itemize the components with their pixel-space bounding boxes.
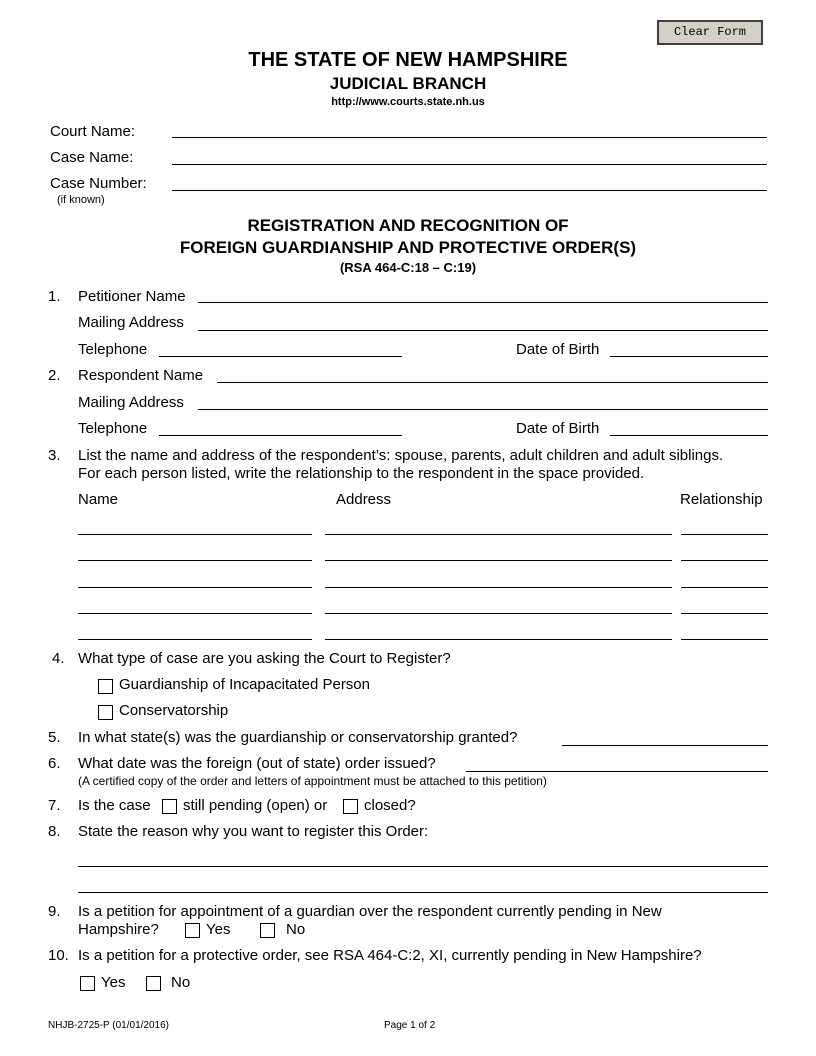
pending-checkbox[interactable] (162, 799, 177, 814)
respondent-phone-label: Telephone (78, 420, 148, 437)
q3-number: 3. (48, 447, 61, 464)
order-date-field[interactable] (466, 771, 768, 772)
petitioner-name-field[interactable] (198, 302, 768, 303)
petitioner-address-label: Mailing Address (78, 314, 184, 331)
q4-number: 4. (52, 650, 65, 667)
form-id: NHJB-2725-P (01/01/2016) (48, 1020, 169, 1031)
clear-form-button[interactable]: Clear Form (657, 20, 763, 45)
relatives-col-address: Address (336, 491, 392, 508)
petitioner-name-label: Petitioner Name (78, 288, 186, 305)
q8-number: 8. (48, 823, 61, 840)
page-number: Page 1 of 2 (384, 1020, 436, 1031)
q10-text: Is a petition for a protective order, see RSA 464-C:2, XI, currently pending in New Hampshire? (78, 947, 702, 964)
q7-text-post: closed? (364, 797, 416, 814)
conservatorship-label: Conservatorship (119, 702, 229, 719)
court-name-label: Court Name: (50, 123, 136, 140)
case-number-label: Case Number: (50, 175, 147, 192)
q5-text: In what state(s) was the guardianship or conservatorship granted? (78, 729, 518, 746)
form-statute: (RSA 464-C:18 – C:19) (339, 260, 477, 275)
case-number-field[interactable] (172, 190, 767, 191)
relatives-col-name: Name (78, 491, 119, 508)
relative-relationship-field[interactable] (681, 639, 768, 640)
q9-text-line1: Is a petition for appointment of a guardian over the respondent currently pending in New (78, 903, 662, 920)
respondent-address-label: Mailing Address (78, 394, 184, 411)
relative-address-field[interactable] (325, 587, 672, 588)
reason-line-1[interactable] (78, 866, 768, 867)
q10-yes-checkbox[interactable] (80, 976, 95, 991)
petitioner-dob-label: Date of Birth (516, 341, 600, 358)
respondent-name-label: Respondent Name (78, 367, 204, 384)
branch-heading: JUDICIAL BRANCH (329, 74, 487, 93)
guardianship-label: Guardianship of Incapacitated Person (119, 676, 370, 693)
q7-text-mid: still pending (open) or (183, 797, 328, 814)
q6-note: (A certified copy of the order and letters of appointment must be attached to this petition) (78, 774, 547, 788)
petitioner-phone-field[interactable] (159, 356, 402, 357)
q10-no-checkbox[interactable] (146, 976, 161, 991)
q3-text-line2: For each person listed, write the relationship to the respondent in the space provided. (78, 465, 645, 482)
respondent-dob-label: Date of Birth (516, 420, 600, 437)
case-number-note: (if known) (57, 194, 105, 206)
relative-relationship-field[interactable] (681, 560, 768, 561)
q6-text: What date was the foreign (out of state) order issued? (78, 755, 436, 772)
relative-relationship-field[interactable] (681, 587, 768, 588)
petitioner-address-field[interactable] (198, 330, 768, 331)
conservatorship-checkbox[interactable] (98, 705, 113, 720)
q1-number: 1. (48, 288, 61, 305)
state-heading: THE STATE OF NEW HAMPSHIRE (248, 49, 568, 71)
q9-yes-checkbox[interactable] (185, 923, 200, 938)
closed-checkbox[interactable] (343, 799, 358, 814)
respondent-phone-field[interactable] (159, 435, 402, 436)
respondent-address-field[interactable] (198, 409, 768, 410)
q8-text: State the reason why you want to register this Order: (78, 823, 429, 840)
q6-number: 6. (48, 755, 61, 772)
q7-text-pre: Is the case (78, 797, 151, 814)
relatives-col-relationship: Relationship (680, 491, 763, 508)
relative-name-field[interactable] (78, 534, 312, 535)
q7-number: 7. (48, 797, 61, 814)
relative-name-field[interactable] (78, 560, 312, 561)
guardianship-checkbox[interactable] (98, 679, 113, 694)
q10-number: 10. (48, 947, 69, 964)
respondent-name-field[interactable] (217, 382, 768, 383)
q4-text: What type of case are you asking the Court to Register? (78, 650, 451, 667)
relative-relationship-field[interactable] (681, 613, 768, 614)
q9-yes-label: Yes (206, 921, 231, 938)
q9-text-line2: Hampshire? (78, 921, 159, 938)
q5-number: 5. (48, 729, 61, 746)
q10-yes-label: Yes (101, 974, 126, 991)
form-title-line1: REGISTRATION AND RECOGNITION OF (247, 216, 569, 235)
q9-number: 9. (48, 903, 61, 920)
relative-relationship-field[interactable] (681, 534, 768, 535)
relative-name-field[interactable] (78, 639, 312, 640)
relative-name-field[interactable] (78, 587, 312, 588)
q2-number: 2. (48, 367, 61, 384)
q9-no-checkbox[interactable] (260, 923, 275, 938)
relative-address-field[interactable] (325, 534, 672, 535)
petitioner-dob-field[interactable] (610, 356, 768, 357)
relative-address-field[interactable] (325, 613, 672, 614)
case-name-label: Case Name: (50, 149, 134, 166)
reason-line-2[interactable] (78, 892, 768, 893)
relative-address-field[interactable] (325, 639, 672, 640)
q10-no-label: No (171, 974, 191, 991)
relative-name-field[interactable] (78, 613, 312, 614)
court-url: http://www.courts.state.nh.us (331, 96, 485, 108)
relative-address-field[interactable] (325, 560, 672, 561)
granting-state-field[interactable] (562, 745, 768, 746)
form-title-line2: FOREIGN GUARDIANSHIP AND PROTECTIVE ORDER(S) (179, 238, 637, 257)
respondent-dob-field[interactable] (610, 435, 768, 436)
court-name-field[interactable] (172, 137, 767, 138)
q9-no-label: No (286, 921, 306, 938)
q3-text-line1: List the name and address of the respondent’s: spouse, parents, adult children and adult siblings. (78, 447, 724, 464)
case-name-field[interactable] (172, 164, 767, 165)
petitioner-phone-label: Telephone (78, 341, 148, 358)
